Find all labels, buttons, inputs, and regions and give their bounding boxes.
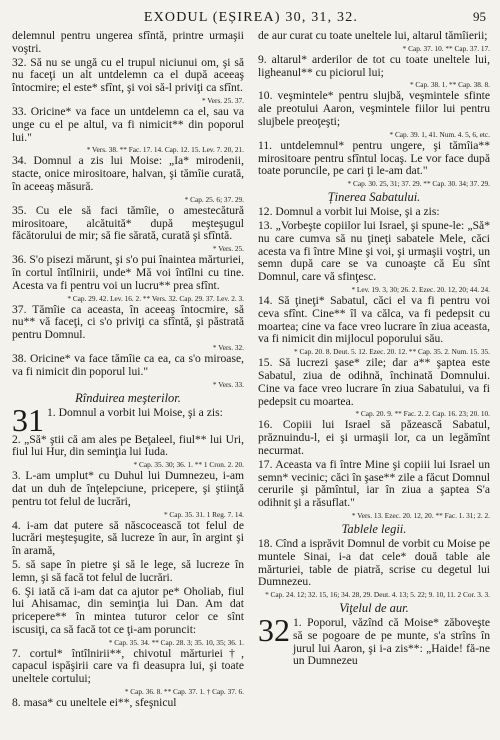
chapter-start [258,612,490,669]
verse: 6. Şi iată că i-am dat ca ajutor pe* Oholiab, fiul lui Ahisamac, din seminţia lui Dan. Am dat pricepere** în mintea tuturor celor ce sînt iscusiţi, ca să facă tot ce ţi-am poruncit: [12,584,244,636]
cross-reference: * Cap. 38. 1. ** Cap. 38. 8. [409,80,490,90]
page-number: 95 [473,9,486,24]
verse: delemnul pentru ungerea sfîntă, printre urmaşii voştri. [12,29,244,55]
chapter-number: 32 [258,612,290,649]
cross-reference: * Vers. 33. [212,379,244,389]
verse: 36. S'o pisezi mărunt, şi s'o pui înaintea mărturiei, în cortul întîlnirii, unde* Mă voi întîlni cu tine. Acesta va fi pentru voi un lucru** prea sfînt. [12,253,244,292]
right-column [258,30,490,711]
cross-reference: * Cap. 35. 30; 36. 1. ** 1 Cron. 2. 20. [133,460,244,470]
cross-reference: * Cap. 25. 6; 37. 29. [184,194,244,204]
cross-reference: * Cap. 37. 10. ** Cap. 37. 17. [402,43,490,53]
cross-reference: * Cap. 29. 42. Lev. 16. 2. ** Vers. 32. Cap. 29. 37. Lev. 2. 3. [67,293,244,303]
left-column [12,30,244,711]
cross-reference: * Cap. 24. 12; 32. 15, 16; 34. 28, 29. Deut. 4. 13; 5. 22; 9. 10, 11. 2 Cor. 3. 3. [265,590,490,600]
cross-reference: * Lev. 19. 3, 30; 26. 2. Ezec. 20. 12, 20; 44. 24. [351,284,490,294]
verse: 35. Cu ele să faci tămîie, o amestecătură mirositoare, alcătuită* după meşteşugul făcătorului de mir; să fie sărată, curată şi sfîntă. [12,203,244,243]
verse: 11. untdelemnul* pentru ungere, şi tămîia** mirositoare pentru sfîntul locaş. Le vor face după toate poruncile, pe cari ţi le-am dat." [258,138,490,178]
text-columns [12,30,490,711]
cross-reference: * Cap. 20. 8. Deut. 5. 12. Ezec. 20. 12. ** Cap. 35. 2. Num. 15. 35. [294,347,490,357]
verse: de aur curat cu toate uneltele lui, altarul tămîierii; [258,29,488,42]
cross-reference: * Vers. 32. [212,342,244,352]
verse: 10. veşmintele* pentru slujbă, veşmintele sfinte ale preotului Aaron, veşmintele fiilor lui pentru slujbele preoţeşti; [258,89,490,128]
verse: 38. Oricine* va face tămîie ca ea, ca s'o miroase, va fi nimicit din poporul lui." [12,351,244,378]
cross-reference: * Vers. 13. Ezec. 20. 12, 20. ** Fac. 1. 31; 2. 2. [351,510,490,520]
verse: 15. Să lucrezi şase* zile; dar a** şaptea este Sabatul, ziua de odihnă, închinată Domnului. Cine va face vreo lucrare în ziua Sabatului, va fi pedepsit cu moartea. [258,356,490,408]
verse: 1. Poporul, văzînd că Moise* zăboveşte să se pogoare de pe munte, s'a strîns în jurul lui Aaron, şi i-a zis**: „Haide! fă-ne un Dumnezeu [293,616,490,668]
section-heading: Viţelul de aur. [339,601,409,616]
cross-reference: * Vers. 25. 37. [201,95,244,105]
section-heading: Tablele legii. [341,521,407,536]
verse: 7. cortul* întîlnirii**, chivotul mărturiei†, capacul ispăşirii care va fi deasupra lui, şi toate uneltele cortului; [12,646,244,686]
cross-reference: * Cap. 39. 1, 41. Num. 4. 5, 6, etc. [389,129,490,139]
cross-reference: * Cap. 20. 9. ** Fac. 2. 2. Cap. 16. 23; 20. 10. [355,409,490,419]
verse: 9. altarul* arderilor de tot cu toate uneltele lui, ligheanul** cu piciorul lui; [258,52,490,79]
verse: 37. Tămîie ca aceasta, în aceeaş întocmire, să nu** vă faceţi, ci s'o priviţi ca sfîntă, şi păstrată pentru Domnul. [12,302,244,342]
cross-reference: * Cap. 35. 34. ** Cap. 28. 3; 35. 10, 35; 36. 1. [108,637,244,647]
verse: 12. Domnul a vorbit lui Moise, şi a zis: [258,205,440,219]
verse: 2. „Să* ştii că am ales pe Beţaleel, fiul** lui Uri, fiul lui Hur, din seminţia lui Iuda. [12,432,244,459]
running-title: EXODUL (EȘIREA) 30, 31, 32. [143,10,359,25]
verse: 13. „Vorbeşte copiilor lui Israel, şi spune-le: „Să* nu care cumva să nu ţineţi sabatele Mele, căci acesta va fi între Mine şi voi, şi urmaşii voştri, un semn după care se va cunoaşte că Eu sînt Domnul, care vă sfinţesc. [258,218,490,284]
verse: 16. Copiii lui Israel să păzească Sabatul, prăznuindu-l, ei şi urmaşii lor, ca un legămînt necurmat. [258,418,490,457]
cross-reference: * Vers. 25. [212,244,244,254]
verse: 34. Domnul a zis lui Moise: „Ia* mirodenii, stacte, onice mirositoare, halvan, şi tămîie curată, în aceeaş măsură. [12,154,244,193]
cross-reference: * Cap. 30. 25, 31; 37. 29. ** Cap. 30. 34; 37. 29. [347,179,490,189]
cross-reference: * Cap. 36. 8. ** Cap. 37. 1. † Cap. 37. 6. [124,687,244,697]
verse: 33. Oricine* va face un untdelemn ca el, sau va unge cu el pe altul, va fi nimicit** din poporul lui." [12,104,244,144]
verse: 17. Aceasta va fi între Mine şi copiii lui Israel un semn* vecinic; căci în şase** zile a făcut Domnul cerurile şi pămîntul, iar în ziua a şaptea S'a odihnit şi a răsuflat." [258,457,490,510]
section-heading: Rînduirea meşterilor. [75,390,181,405]
chapter-number: 31 [12,401,44,438]
verse: 4. i-am dat putere să născocească tot felul de lucrări meşteşugite, să lucreze în aur, în argint şi în aramă, [12,518,244,558]
verse: 5. să sape în pietre şi să le lege, să lucreze în lemn, şi să facă tot felul de lucrări. [12,557,244,584]
running-head [12,6,490,28]
verse: 14. Să ţineţi* Sabatul, căci el va fi pentru voi ceva sfînt. Cine** îl va călca, va fi pedepsit cu moartea; cine va face vreo lucrare în ziua aceasta, va fi nimicit din mijlocul poporului său. [258,293,490,346]
cross-reference: * Cap. 35. 31. 1 Reg. 7. 14. [163,509,244,519]
cross-reference: * Vers. 38. ** Fac. 17. 14. Cap. 12. 15. Lev. 7. 20, 21. [86,145,244,155]
verse: 8. masa* cu uneltele ei**, sfeşnicul [12,696,177,710]
verse: 3. L-am umplut* cu Duhul lui Dumnezeu, i-am dat un duh de înţelepciune, pricepere, şi ştiinţă pentru tot felul de lucrări, [12,469,244,508]
chapter-start [12,401,244,438]
verse: 1. Domnul a vorbit lui Moise, şi a zis: [47,405,223,419]
section-heading: Ținerea Sabatului. [327,190,421,205]
verse: 32. Să nu se ungă cu el trupul niciunui om, şi să nu faceţi un alt untdelemn ca el după aceeaş întocmire; el este* sfînt, şi voi să-l priviţi ca sfînt. [12,55,244,95]
verse: 18. Cînd a isprăvit Domnul de vorbit cu Moise pe muntele Sinai, i-a dat cele* două table ale mărturiei, table de piatră, scrise cu degetul lui Dumnezeu. [258,536,490,589]
